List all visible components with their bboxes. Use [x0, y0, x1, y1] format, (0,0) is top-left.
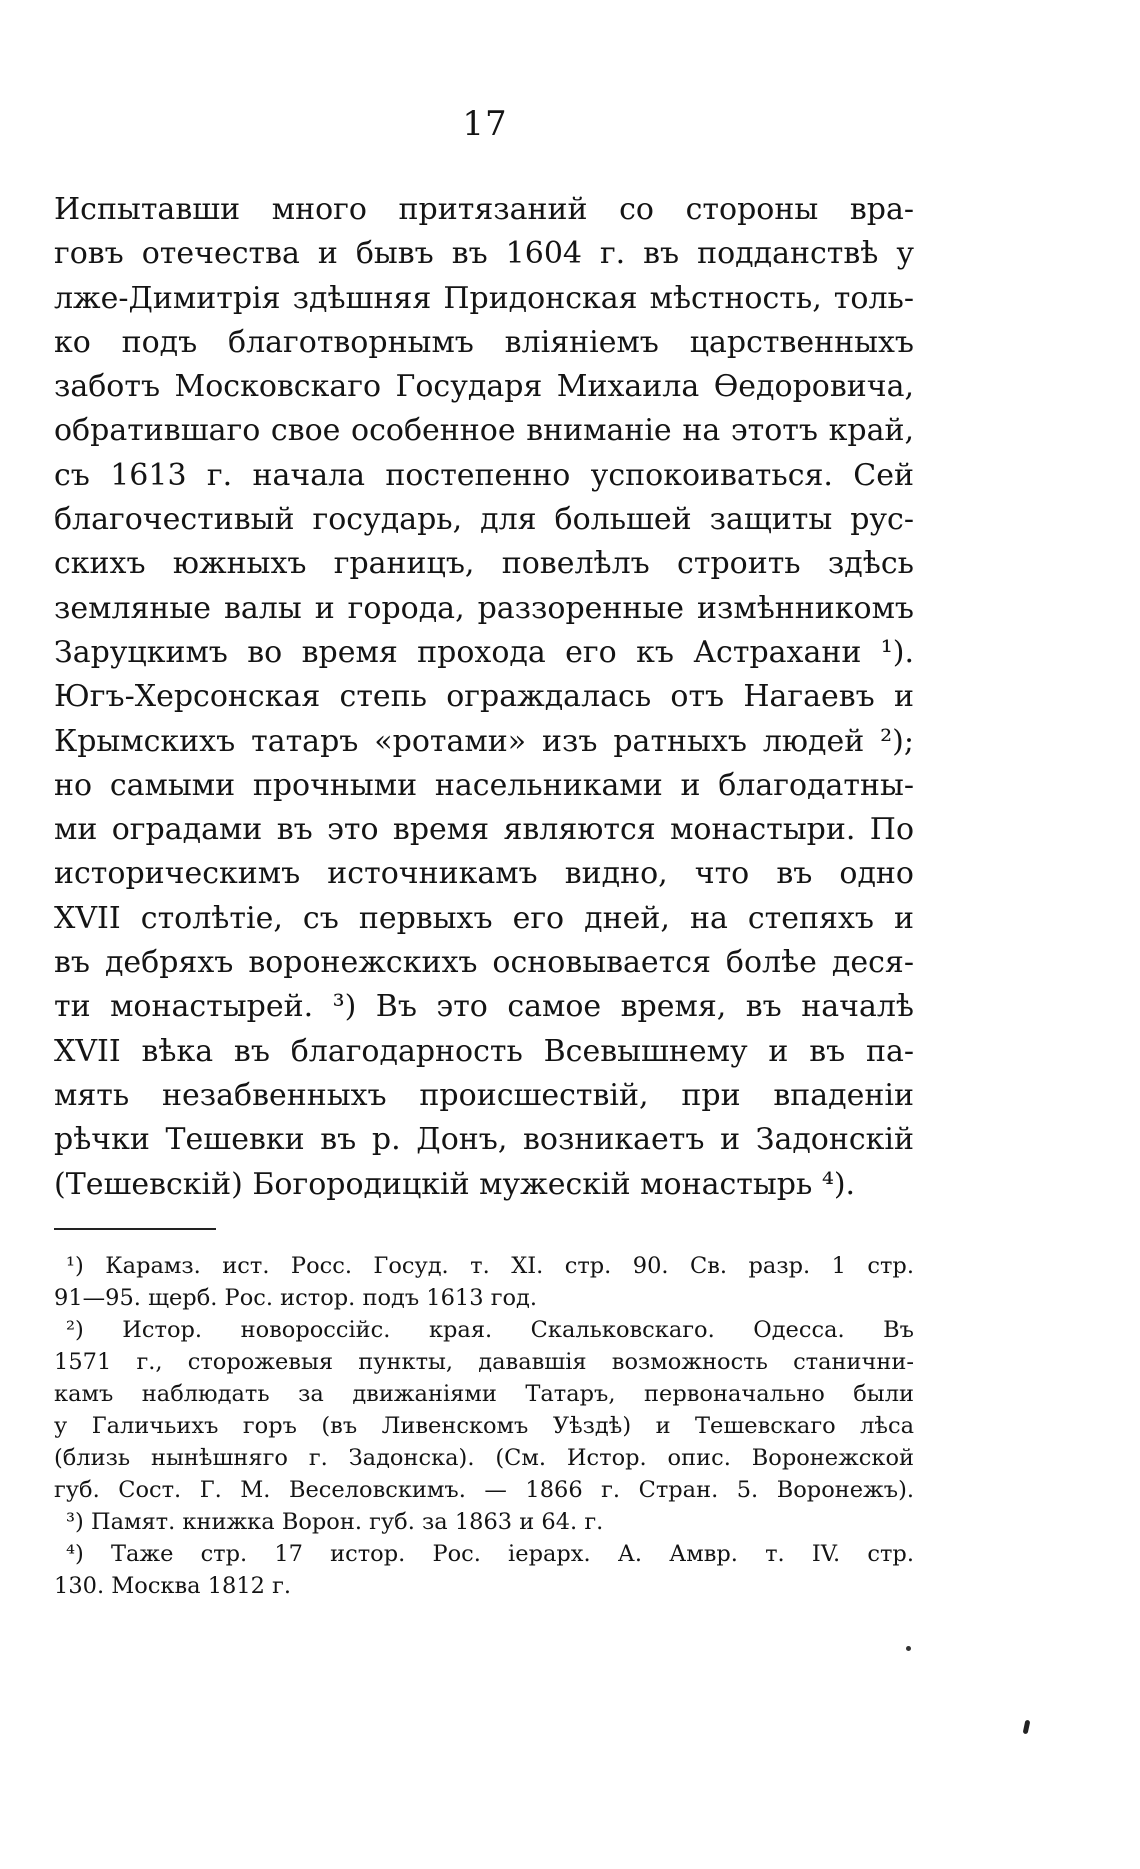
text-line: (Тешевскій) Богородицкій мужескій монастырь ⁴). [54, 1166, 856, 1202]
footnote-3-line: ³) Памят. книжка Ворон. губ. за 1863 и 64. г. [66, 1509, 604, 1535]
text-line: ми оградами въ это время являются монастыри. По [54, 812, 914, 848]
text-line: земляные валы и города, раззоренные измѣнникомъ [54, 590, 914, 626]
footnote-2-line: губ. Сост. Г. М. Веселовскимъ. — 1866 г. Стран. 5. Воронежъ). [54, 1477, 914, 1503]
footnote-1-line: 91—95. щерб. Рос. истор. подъ 1613 год. [54, 1285, 538, 1311]
footnote-2-line: ²) Истор. новороссійс. края. Скальковскаго. Одесса. Въ [66, 1317, 914, 1343]
footnote-2-line: (близь нынѣшняго г. Задонска). (См. Истор. опис. Воронежской [54, 1445, 914, 1471]
main-text [54, 188, 914, 1207]
text-line: Крымскихъ татаръ «ротами» изъ ратныхъ людей ²); [54, 723, 914, 759]
text-line: рѣчки Тешевки въ р. Донъ, возникаетъ и Задонскій [54, 1122, 914, 1158]
ink-speck [1023, 1720, 1031, 1735]
footnote-4-line: 130. Москва 1812 г. [54, 1573, 292, 1599]
footnote-2-line: камъ наблюдать за движаніями Татаръ, первоначально были [54, 1381, 914, 1407]
text-line: XVII столѣтіе, съ первыхъ его дней, на степяхъ и [54, 900, 914, 936]
footnote-2-line: у Галичьихъ горъ (въ Ливенскомъ Уѣздѣ) и Тешевскаго лѣса [54, 1413, 914, 1439]
ink-speck [906, 1646, 911, 1651]
text-line: лже-Димитрія здѣшняя Придонская мѣстность, толь- [54, 280, 914, 316]
text-line: мять незабвенныхъ происшествій, при впаденіи [54, 1077, 914, 1113]
footnote-2-line: 1571 г., сторожевыя пункты, дававшія возможность станични- [54, 1349, 914, 1375]
page-number: 17 [462, 104, 508, 144]
text-line: Испытавши много притязаний со стороны вра- [54, 192, 914, 227]
text-line: въ дебряхъ воронежскихъ основывается болѣе деся- [54, 945, 914, 981]
text-line: историческимъ источникамъ видно, что въ одно [54, 856, 914, 892]
text-line: ко подъ благотворнымъ вліяніемъ царственныхъ [54, 324, 914, 360]
text-line: Югъ-Херсонская степь ограждалась отъ Нагаевъ и [54, 679, 914, 715]
text-line: съ 1613 г. начала постепенно успокоиваться. Сей [54, 457, 914, 493]
text-line: благочестивый государь, для большей защиты рус- [54, 502, 914, 538]
text-line: XVII вѣка въ благодарность Всевышнему и въ па- [54, 1033, 914, 1069]
text-line: скихъ южныхъ границъ, повелѣлъ строить здѣсь [54, 546, 914, 582]
text-line: ти монастырей. ³) Въ это самое время, въ началѣ [54, 989, 914, 1025]
text-line: Заруцкимъ во время прохода его къ Астрахани ¹). [54, 634, 914, 670]
text-line: но самыми прочными насельниками и благодатны- [54, 767, 914, 803]
text-line: говъ отечества и бывъ въ 1604 г. въ подданствѣ у [54, 236, 914, 272]
text-line: заботъ Московскаго Государя Михаила Ѳедоровича, [54, 369, 914, 405]
footnote-divider [54, 1228, 216, 1230]
footnote-1-line: ¹) Карамз. ист. Росс. Госуд. т. XI. стр. 90. Св. разр. 1 стр. [66, 1253, 914, 1279]
text-line: обратившаго свое особенное вниманіе на этотъ край, [54, 413, 914, 449]
footnote-4-line: ⁴) Таже стр. 17 истор. Рос. іерарх. А. Амвр. т. IV. стр. [66, 1541, 914, 1567]
footnotes [54, 1250, 914, 1602]
